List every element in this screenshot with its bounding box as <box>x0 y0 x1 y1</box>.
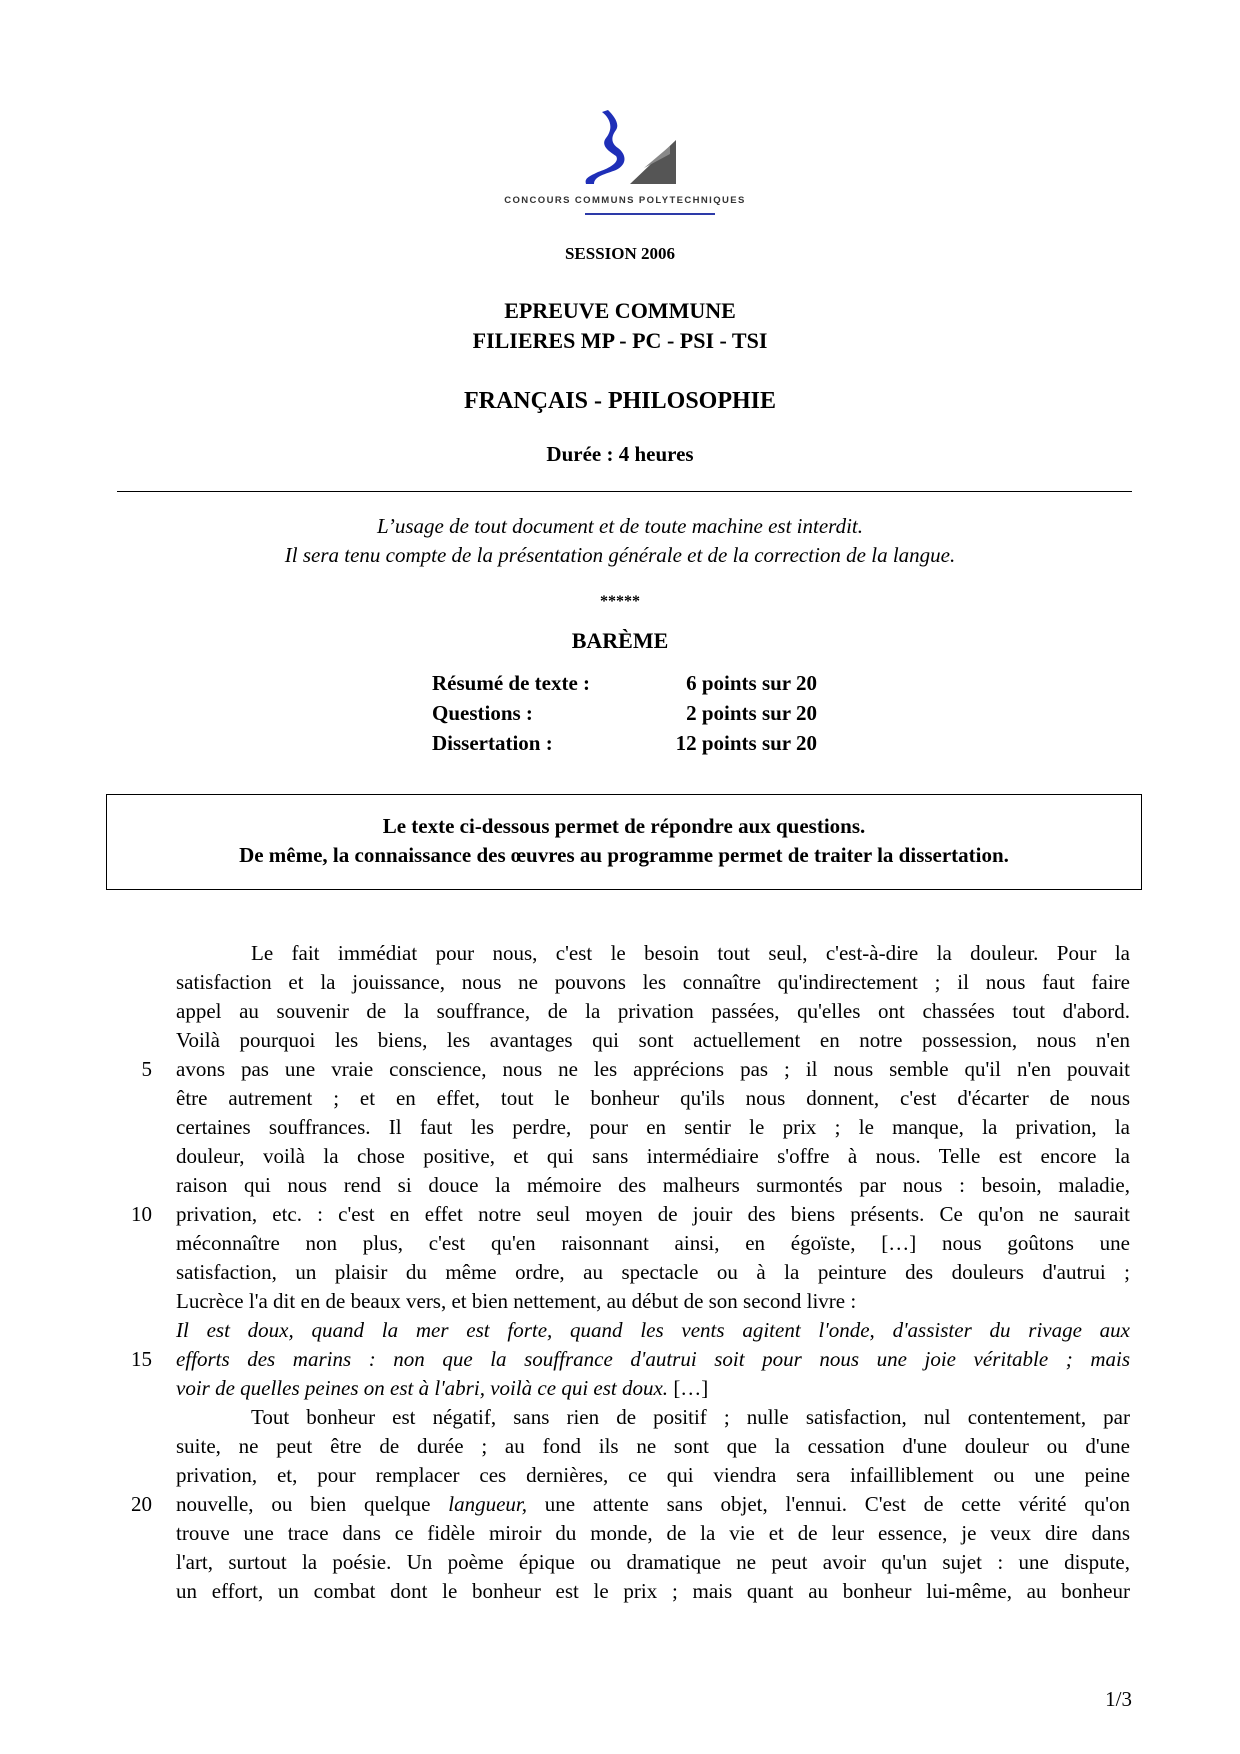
quote-line: Il est doux, quand la mer est forte, quand les vents agitent l'onde, d'assister du rivage aux <box>176 1318 1130 1342</box>
text-line: trouve une trace dans ce fidèle miroir du monde, de la vie et de leur essence, je veux dire dans <box>176 1521 1130 1545</box>
ellipsis: […] <box>673 1376 709 1400</box>
text-line <box>176 1490 1130 1519</box>
text-line: raison qui nous rend si douce la mémoire des malheurs surmontés par nous : besoin, maladie, <box>176 1173 1130 1197</box>
bareme-row <box>432 668 817 698</box>
text-line: suite, ne peut être de durée ; au fond ils ne sont que la cessation d'une douleur ou d'une <box>176 1434 1130 1458</box>
bareme-title: BARÈME <box>571 628 669 653</box>
quote-text: voir de quelles peines on est à l'abri, voilà ce qui est doux. <box>176 1376 669 1400</box>
notice-line-1: Le texte ci-dessous permet de répondre aux questions. <box>382 814 866 838</box>
text-line: Lucrèce l'a dit en de beaux vers, et bien nettement, au début de son second livre : <box>176 1289 857 1313</box>
filieres: FILIERES MP - PC - PSI - TSI <box>472 328 768 353</box>
text-line: privation, et, pour remplacer ces dernières, ce qui viendra sera infailliblement ou une peine <box>176 1463 1130 1487</box>
duration: Durée : 4 heures <box>546 442 694 466</box>
text-line: douleur, voilà la chose positive, et qui sans intermédiaire s'offre à nous. Telle est encore la <box>176 1144 1130 1168</box>
logo <box>470 110 780 222</box>
bareme-label: Dissertation : <box>432 731 553 755</box>
bareme-value: 12 points sur 20 <box>675 731 817 755</box>
text-line: privation, etc. : c'est en effet notre seul moyen de jouir des biens présents. Ce qu'on ne saurait <box>176 1202 1130 1226</box>
bareme-row <box>432 728 817 758</box>
text-line: l'art, surtout la poésie. Un poème épique ou dramatique ne peut avoir qu'un sujet : une dispute, <box>176 1550 1130 1574</box>
line-number: 5 <box>141 1057 152 1081</box>
text-line: satisfaction et la jouissance, nous ne pouvons les connaître qu'indirectement ; il nous faut faire <box>176 970 1130 994</box>
text-line: satisfaction, un plaisir du même ordre, au spectacle ou à la peinture des douleurs d'autrui ; <box>176 1260 1130 1284</box>
notice-box <box>106 794 1142 890</box>
text-line: un effort, un combat dont le bonheur est le prix ; mais quant au bonheur lui-même, au bonheur <box>176 1579 1130 1603</box>
text-fragment: nouvelle, ou bien quelque <box>176 1492 431 1516</box>
notice-line-2: De même, la connaissance des œuvres au programme permet de traiter la dissertation. <box>239 843 1009 867</box>
line-number: 10 <box>131 1202 152 1226</box>
text-line: Tout bonheur est négatif, sans rien de positif ; nulle satisfaction, nul contentement, par <box>251 1405 1130 1429</box>
bareme-label: Résumé de texte : <box>432 671 591 695</box>
page-number: 1/3 <box>1105 1687 1132 1711</box>
text-line: avons pas une vraie conscience, nous ne les apprécions pas ; il nous semble qu'il n'en pouvait <box>176 1057 1130 1081</box>
text-line: Voilà pourquoi les biens, les avantages qui sont actuellement en notre possession, nous n'en <box>176 1028 1130 1052</box>
text-line: être autrement ; et en effet, tout le bonheur qu'ils nous donnent, c'est d'écarter de nous <box>176 1086 1130 1110</box>
quote-line: efforts des marins : non que la souffrance d'autrui soit pour nous une joie véritable ; mais <box>176 1347 1130 1371</box>
bareme-value: 6 points sur 20 <box>686 671 817 695</box>
text-line: certaines souffrances. Il faut les perdre, pour en sentir le prix ; le manque, la privation, la <box>176 1115 1130 1139</box>
quote-line-last <box>176 1374 1130 1403</box>
line-number: 20 <box>131 1492 152 1516</box>
session: SESSION 2006 <box>564 244 676 263</box>
text-line: méconnaître non plus, c'est qu'en raisonnant ainsi, en égoïste, […] nous goûtons une <box>176 1231 1130 1255</box>
bareme-label: Questions : <box>432 701 533 725</box>
text-fragment: une attente sans objet, l'ennui. C'est de cette vérité qu'on <box>544 1492 1130 1516</box>
line-number: 15 <box>131 1347 152 1371</box>
separator-stars: ***** <box>600 593 640 610</box>
subject-title: FRANÇAIS - PHILOSOPHIE <box>463 388 777 414</box>
emphasis-langueur: langueur, <box>448 1492 527 1516</box>
logo-text: CONCOURS COMMUNS POLYTECHNIQUES <box>504 195 746 206</box>
instruction-2: Il sera tenu compte de la présentation générale et de la correction de la langue. <box>284 543 956 567</box>
epreuve-title: EPREUVE COMMUNE <box>504 298 736 323</box>
divider <box>117 491 1132 492</box>
logo-underline <box>585 213 715 215</box>
bareme-value: 2 points sur 20 <box>686 701 817 725</box>
text-line: Le fait immédiat pour nous, c'est le besoin tout seul, c'est-à-dire la douleur. Pour la <box>251 941 1130 965</box>
bareme-row <box>432 698 817 728</box>
bareme-table <box>432 668 817 758</box>
instruction-1: L’usage de tout document et de toute machine est interdit. <box>376 514 863 538</box>
text-line: appel au souvenir de la souffrance, de la privation passées, qu'elles ont chassées tout d'abord. <box>176 999 1130 1023</box>
ccp-logo-icon <box>580 110 680 192</box>
